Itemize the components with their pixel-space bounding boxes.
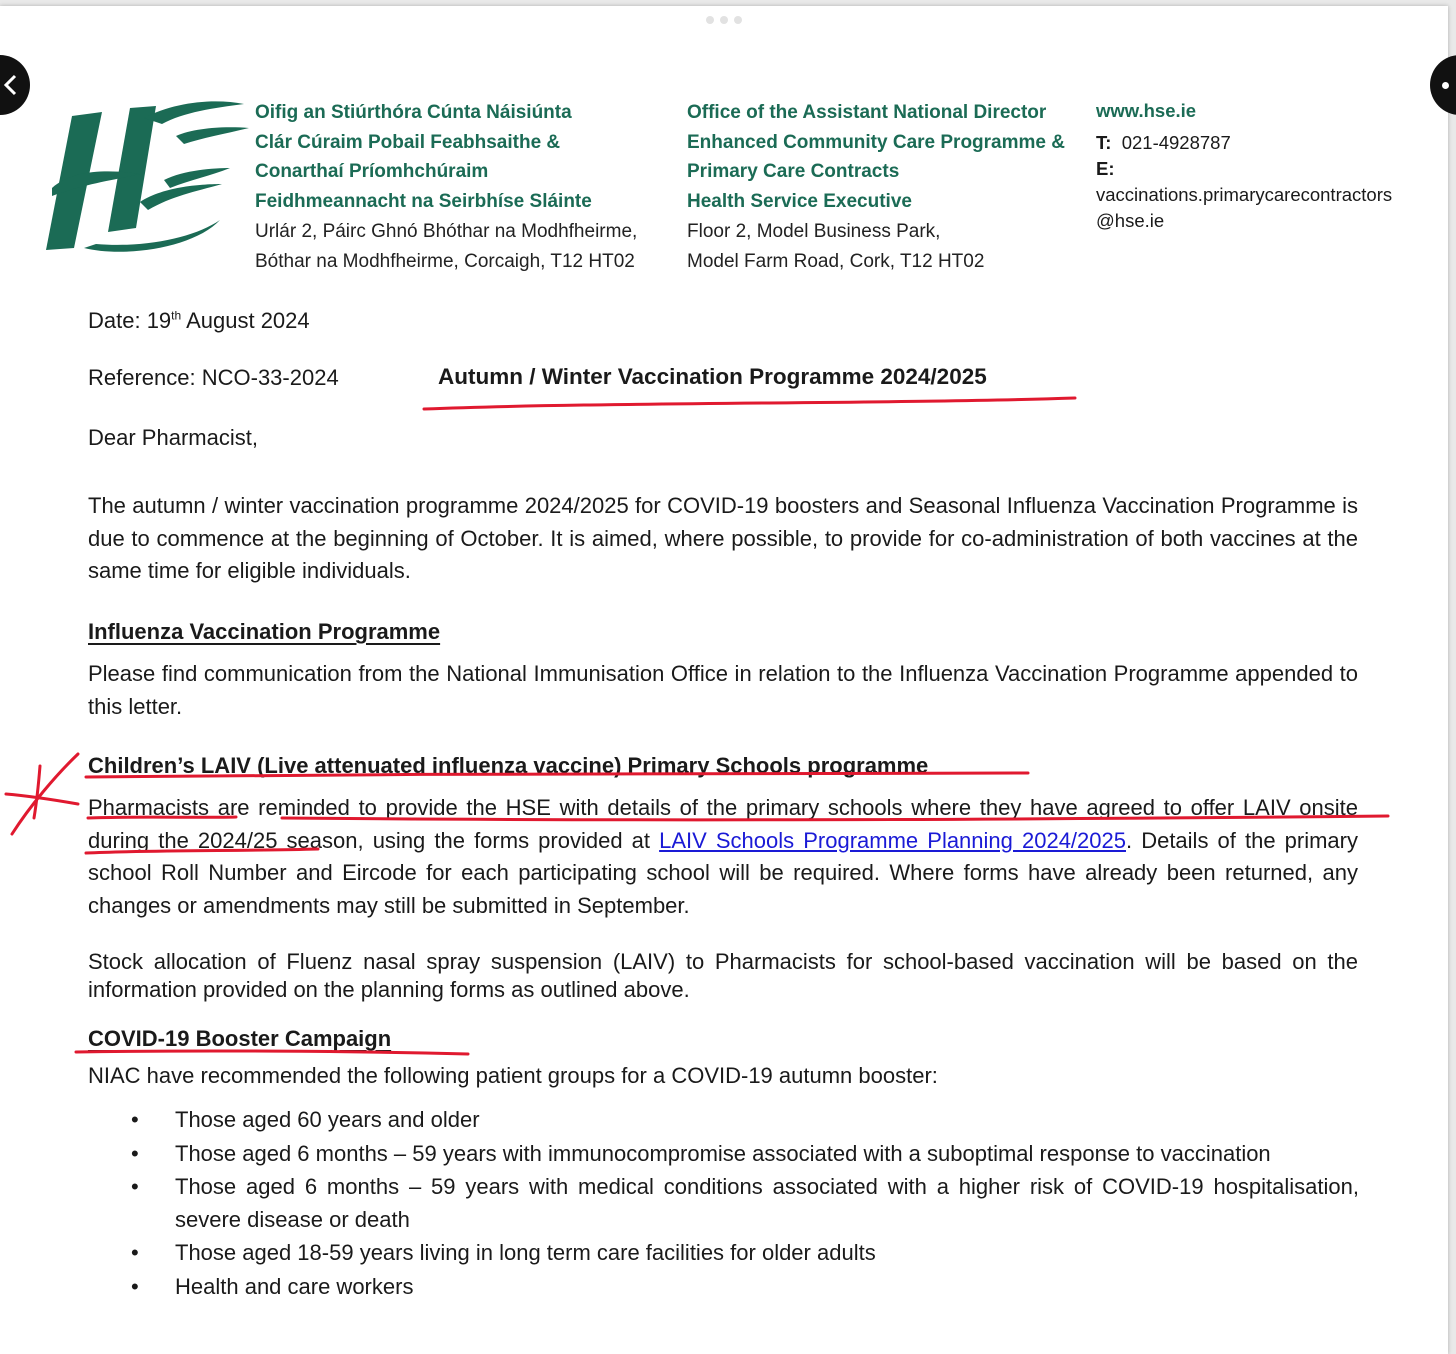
irish-org-line: Conarthaí Príomhchúraim [255,161,489,183]
header-contact [1096,98,1426,234]
letter-title: Autumn / Winter Vaccination Programme 2024/2025 [438,364,987,389]
list-item: • Those aged 6 months – 59 years with medical conditions associated with a higher risk of COVID-19 hospitalisation, severe disease or death [175,1171,1359,1236]
covid-intro: NIAC have recommended the following patient groups for a COVID-19 autumn booster: [88,1063,938,1088]
header-english [687,98,1087,276]
covid-groups-list [175,1104,1359,1304]
document-page [0,6,1448,1354]
salutation: Dear Pharmacist, [88,425,258,450]
email-line: vaccinations.primarycarecontractors [1096,184,1393,205]
star-mark [6,754,78,834]
flu-heading: Influenza Vaccination Programme [88,619,441,644]
irish-address-line: Bóthar na Modhfheirme, Corcaigh, T12 HT02 [255,250,635,272]
chevron-left-icon [3,74,17,96]
page-indicator [706,16,742,24]
irish-org-line: Clár Cúraim Pobail Feabhsaithe & [255,131,561,153]
hse-logo-s [140,101,244,210]
english-address-line: Model Farm Road, Cork, T12 HT02 [687,250,985,272]
hse-logo [44,98,249,263]
email-line: @hse.ie [1096,210,1165,231]
website-text: www.hse.ie [1096,100,1197,121]
hse-logo-e-top [176,127,249,144]
phone-line [1096,130,1426,156]
dot-icon [1442,82,1449,89]
phone-number: 021-4928787 [1121,132,1231,153]
english-org-line: Office of the Assistant National Director [687,102,1047,123]
underline-title [424,398,1075,409]
list-item: • Those aged 6 months – 59 years with immunocompromise associated with a suboptimal response to vaccination [175,1138,1359,1171]
laiv-paragraph: Pharmacists are reminded to provide the HSE with details of the primary schools where they have agreed to offer LAIV onsite during the 2024/25 season, using the forms provided at LAIV Schools Programme Planning 2024/2025. Details of the primary school Roll Number and Eircode for each participating school will be required. Where forms have already been returned, any changes or amendments may still be submitted in September. [88,795,1358,918]
irish-address-line: Urlár 2, Páirc Ghnó Bhóthar na Modhfheirme, [255,220,638,242]
intro-paragraph: The autumn / winter vaccination programme 2024/2025 for COVID-19 boosters and Seasonal Influenza Vaccination Programme is due to commence at the beginning of October. It is aimed, where possible, to provide for co-administration of both vaccines at the same time for eligible individuals. [88,493,1358,583]
hse-logo-e-bottom [84,220,220,252]
english-address-line: Floor 2, Model Business Park, [687,220,941,242]
english-org-line: Enhanced Community Care Programme & [687,131,1065,153]
english-org-line: Primary Care Contracts [687,161,900,183]
english-org-line: Health Service Executive [687,191,912,213]
list-item: • Health and care workers [175,1271,1359,1304]
stock-paragraph: Stock allocation of Fluenz nasal spray suspension (LAIV) to Pharmacists for school-based vaccination will be based on the information provided on the planning forms as outlined above. [88,949,1358,1002]
hse-logo-e-mid [164,168,230,188]
header-irish [255,98,675,276]
list-item: • Those aged 60 years and older [175,1104,1359,1137]
email-label: E: [1096,158,1115,179]
phone-label: T: [1096,132,1112,153]
flu-paragraph: Please find communication from the National Immunisation Office in relation to the Influenza Vaccination Programme appended to this letter. [88,661,1358,719]
hse-logo-h-right [108,106,156,232]
laiv-planning-link[interactable]: LAIV Schools Programme Planning 2024/2025 [659,827,1126,853]
letter-date: Date: 19th August 2024 [88,308,310,333]
irish-org-line: Feidhmeannacht na Seirbhíse Sláinte [255,191,592,213]
irish-org-line: Oifig an Stiúrthóra Cúnta Náisiúnta [255,102,572,123]
list-item: • Those aged 18-59 years living in long term care facilities for older adults [175,1237,1359,1270]
laiv-heading: Children’s LAIV (Live attenuated influenza vaccine) Primary Schools programme [88,753,929,778]
covid-heading: COVID-19 Booster Campaign [88,1026,392,1051]
letter-reference: Reference: NCO-33-2024 [88,365,339,390]
